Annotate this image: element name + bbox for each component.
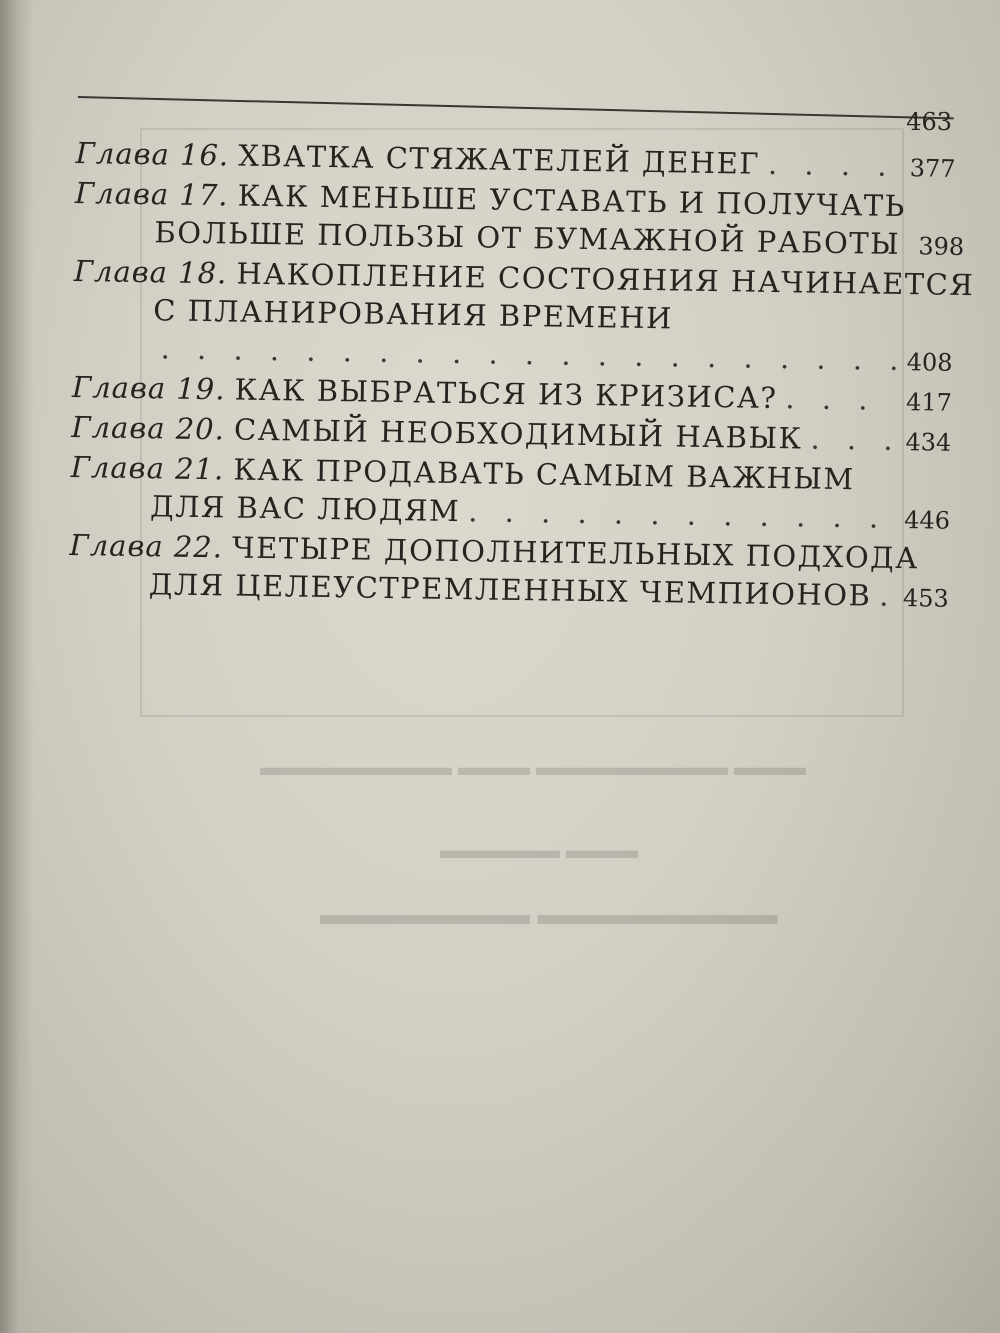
- chapter-label: Глава 16.: [75, 135, 230, 173]
- table-of-contents: [69, 134, 975, 618]
- chapter-title: САМЫЙ НЕОБХОДИМЫЙ НАВЫК: [233, 412, 803, 456]
- chapter-title: ЧЕТЫРЕ ДОПОЛНИТЕЛЬНЫХ ПОДХОДА: [231, 530, 920, 576]
- chapter-page-number: 377: [909, 154, 956, 183]
- toc-entry-18: [72, 252, 975, 382]
- chapter-page-number: 453: [902, 584, 950, 613]
- page-number: 463: [906, 108, 952, 136]
- chapter-title-continued: ДЛЯ ЦЕЛЕУСТРЕМЛЕННЫХ ЧЕМПИОНОВ: [148, 567, 872, 613]
- chapter-page-number: 417: [905, 388, 953, 417]
- page-edge-shadow: [0, 0, 34, 1333]
- dot-leader: [768, 145, 900, 185]
- chapter-title-continued: С ПЛАНИРОВАНИЯ ВРЕМЕНИ: [152, 293, 674, 336]
- dot-leader: [785, 379, 896, 419]
- chapter-label: Глава 18.: [73, 253, 228, 291]
- toc-entry-21: [70, 448, 951, 540]
- chapter-title: НАКОПЛЕНИЕ СОСТОЯНИЯ НАЧИНАЕТСЯ: [236, 256, 975, 303]
- dot-leader: [810, 420, 895, 459]
- chapter-page-number: 408: [906, 348, 953, 377]
- chapter-label: Глава 22.: [69, 527, 224, 565]
- chapter-label: Глава 19.: [71, 369, 226, 407]
- chapter-title: КАК МЕНЬШЕ УСТАВАТЬ И ПОЛУЧАТЬ: [237, 178, 906, 224]
- dot-leader: [908, 225, 909, 263]
- chapter-title: КАК ПРОДАВАТЬ САМЫМ ВАЖНЫМ: [233, 452, 855, 497]
- toc-entry-22: [69, 526, 950, 618]
- chapter-title-continued: БОЛЬШЕ ПОЛЬЗЫ ОТ БУМАЖНОЙ РАБОТЫ: [154, 215, 901, 261]
- dot-leader: [879, 577, 893, 615]
- chapter-title: ХВАТКА СТЯЖАТЕЛЕЙ ДЕНЕГ: [238, 138, 761, 181]
- bleed-through-text: ▬▬▬ ▬▬▬▬▬▬▬▬ ▬▬▬ ▬▬▬▬▬▬▬▬: [260, 755, 806, 781]
- bleed-through-text: ▬▬▬ ▬▬▬▬▬: [440, 838, 638, 864]
- chapter-label: Глава 17.: [74, 175, 229, 213]
- toc-entry-17: [74, 174, 965, 266]
- chapter-title-continued: ДЛЯ ВАС ЛЮДЯМ: [149, 489, 461, 529]
- chapter-title: КАК ВЫБРАТЬСЯ ИЗ КРИЗИСА?: [234, 372, 778, 416]
- chapter-page-number: 434: [905, 428, 952, 457]
- chapter-label: Глава 20.: [71, 409, 226, 447]
- chapter-page-number: 398: [918, 232, 965, 261]
- bleed-through-text: ▬▬▬▬▬▬▬▬ ▬▬▬▬▬▬▬: [320, 898, 778, 931]
- chapter-page-number: 446: [904, 506, 951, 535]
- dot-leader: [468, 492, 894, 537]
- chapter-label: Глава 21.: [70, 449, 225, 487]
